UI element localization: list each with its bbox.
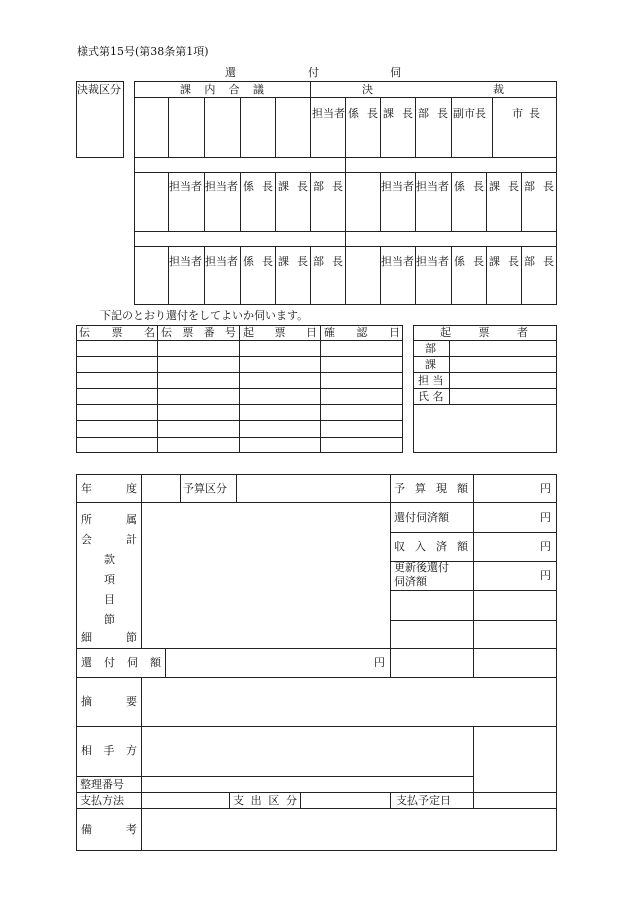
shozoku-label: 所 属 xyxy=(81,513,137,526)
setsu-label: 節 xyxy=(104,613,115,626)
col-kakunin-bi: 確 認 日 xyxy=(324,326,400,339)
col-kihyo-bi: 起 票 日 xyxy=(243,326,317,339)
kessai-header-2: 裁 xyxy=(493,83,504,96)
col-denpyo-bango: 伝 票 番 号 xyxy=(161,326,236,339)
kanpu-ukagai-gaku-yen: 円 xyxy=(374,656,385,669)
moku-label: 目 xyxy=(104,593,115,606)
form-number: 様式第15号(第38条第1項) xyxy=(77,45,209,58)
title-char-3: 伺 xyxy=(390,66,401,79)
seiri-bango-label: 整理番号 xyxy=(80,778,124,791)
koshin-go-label: 更新後還付 xyxy=(394,561,449,574)
role-shicho: 市 長 xyxy=(512,107,540,120)
bot-right-role-2: 担当者 xyxy=(416,255,449,268)
role-bucho: 部 長 xyxy=(418,107,448,120)
aitekata-label: 相 手 方 xyxy=(81,744,137,757)
kihyosha-bu: 部 xyxy=(425,342,436,355)
mid-right-role-5: 部 長 xyxy=(524,180,554,193)
bot-right-role-3: 係 長 xyxy=(454,255,484,268)
ko-label: 項 xyxy=(104,573,115,586)
col-denpyo-mei: 伝 票 名 xyxy=(79,326,155,339)
shiharai-yotei-label: 支払予定日 xyxy=(396,794,451,807)
kihyosha-tanto: 担 当 xyxy=(418,374,444,387)
kihyosha-shimei: 氏 名 xyxy=(418,390,444,403)
kaikei-label: 会 計 xyxy=(81,533,137,546)
mid-left-role-1: 担当者 xyxy=(169,180,202,193)
saisetsu-label: 細 節 xyxy=(81,631,137,644)
bot-right-role-1: 担当者 xyxy=(381,255,414,268)
kessai-kubun-label: 決裁区分 xyxy=(77,83,121,96)
bot-left-role-2: 担当者 xyxy=(205,255,238,268)
title-char-2: 付 xyxy=(308,66,319,79)
yosan-gengaku-yen: 円 xyxy=(540,482,551,495)
kihyosha-ka: 課 xyxy=(425,358,436,371)
role-tantosha: 担当者 xyxy=(312,107,345,120)
role-kakaricho: 係 長 xyxy=(348,107,378,120)
bot-left-role-1: 担当者 xyxy=(169,255,202,268)
yosan-gengaku-label: 予 算 現 額 xyxy=(394,482,468,495)
yosan-kubun-label: 予算区分 xyxy=(183,482,227,495)
mid-left-role-5: 部 長 xyxy=(313,180,343,193)
mid-right-role-4: 課 長 xyxy=(489,180,519,193)
kihyosha-title: 起 票 者 xyxy=(440,326,528,339)
tekiyo-label: 摘 要 xyxy=(81,695,137,708)
koshin-go-yen: 円 xyxy=(540,569,551,582)
shunyu-zumi-yen: 円 xyxy=(540,540,551,553)
kan-label: 款 xyxy=(104,553,115,566)
intro-text: 下記のとおり還付をしてよいか伺います。 xyxy=(100,309,309,322)
bot-right-role-5: 部 長 xyxy=(524,255,554,268)
biko-label: 備 考 xyxy=(81,823,137,836)
mid-left-role-4: 課 長 xyxy=(278,180,308,193)
bot-left-role-4: 課 長 xyxy=(278,255,308,268)
kanpu-ukagai-gaku-label: 還 付 伺 額 xyxy=(81,656,161,669)
shunyu-zumi-label: 収 入 済 額 xyxy=(394,540,468,553)
nendo-label: 年 度 xyxy=(81,482,137,495)
mid-right-role-2: 担当者 xyxy=(416,180,449,193)
bot-left-role-3: 係 長 xyxy=(243,255,273,268)
role-kacho: 課 長 xyxy=(383,107,413,120)
role-fukushicho: 副市長 xyxy=(453,107,486,120)
bot-left-role-5: 部 長 xyxy=(313,255,343,268)
kanpu-zumi-yen: 円 xyxy=(540,511,551,524)
shishutsu-kubun-label: 支 出 区 分 xyxy=(233,794,297,807)
mid-right-role-3: 係 長 xyxy=(454,180,484,193)
kessai-header-1: 決 xyxy=(362,83,373,96)
title-char-1: 還 xyxy=(225,66,236,79)
mid-left-role-2: 担当者 xyxy=(205,180,238,193)
koshin-go-label-2: 伺済額 xyxy=(394,575,427,588)
kanai-gogi-header: 課 内 合 議 xyxy=(180,83,264,96)
bot-right-role-4: 課 長 xyxy=(489,255,519,268)
shiharai-hoho-label: 支払方法 xyxy=(80,794,124,807)
mid-right-role-1: 担当者 xyxy=(381,180,414,193)
mid-left-role-3: 係 長 xyxy=(243,180,273,193)
kanpu-zumi-label: 還付伺済額 xyxy=(394,511,449,524)
